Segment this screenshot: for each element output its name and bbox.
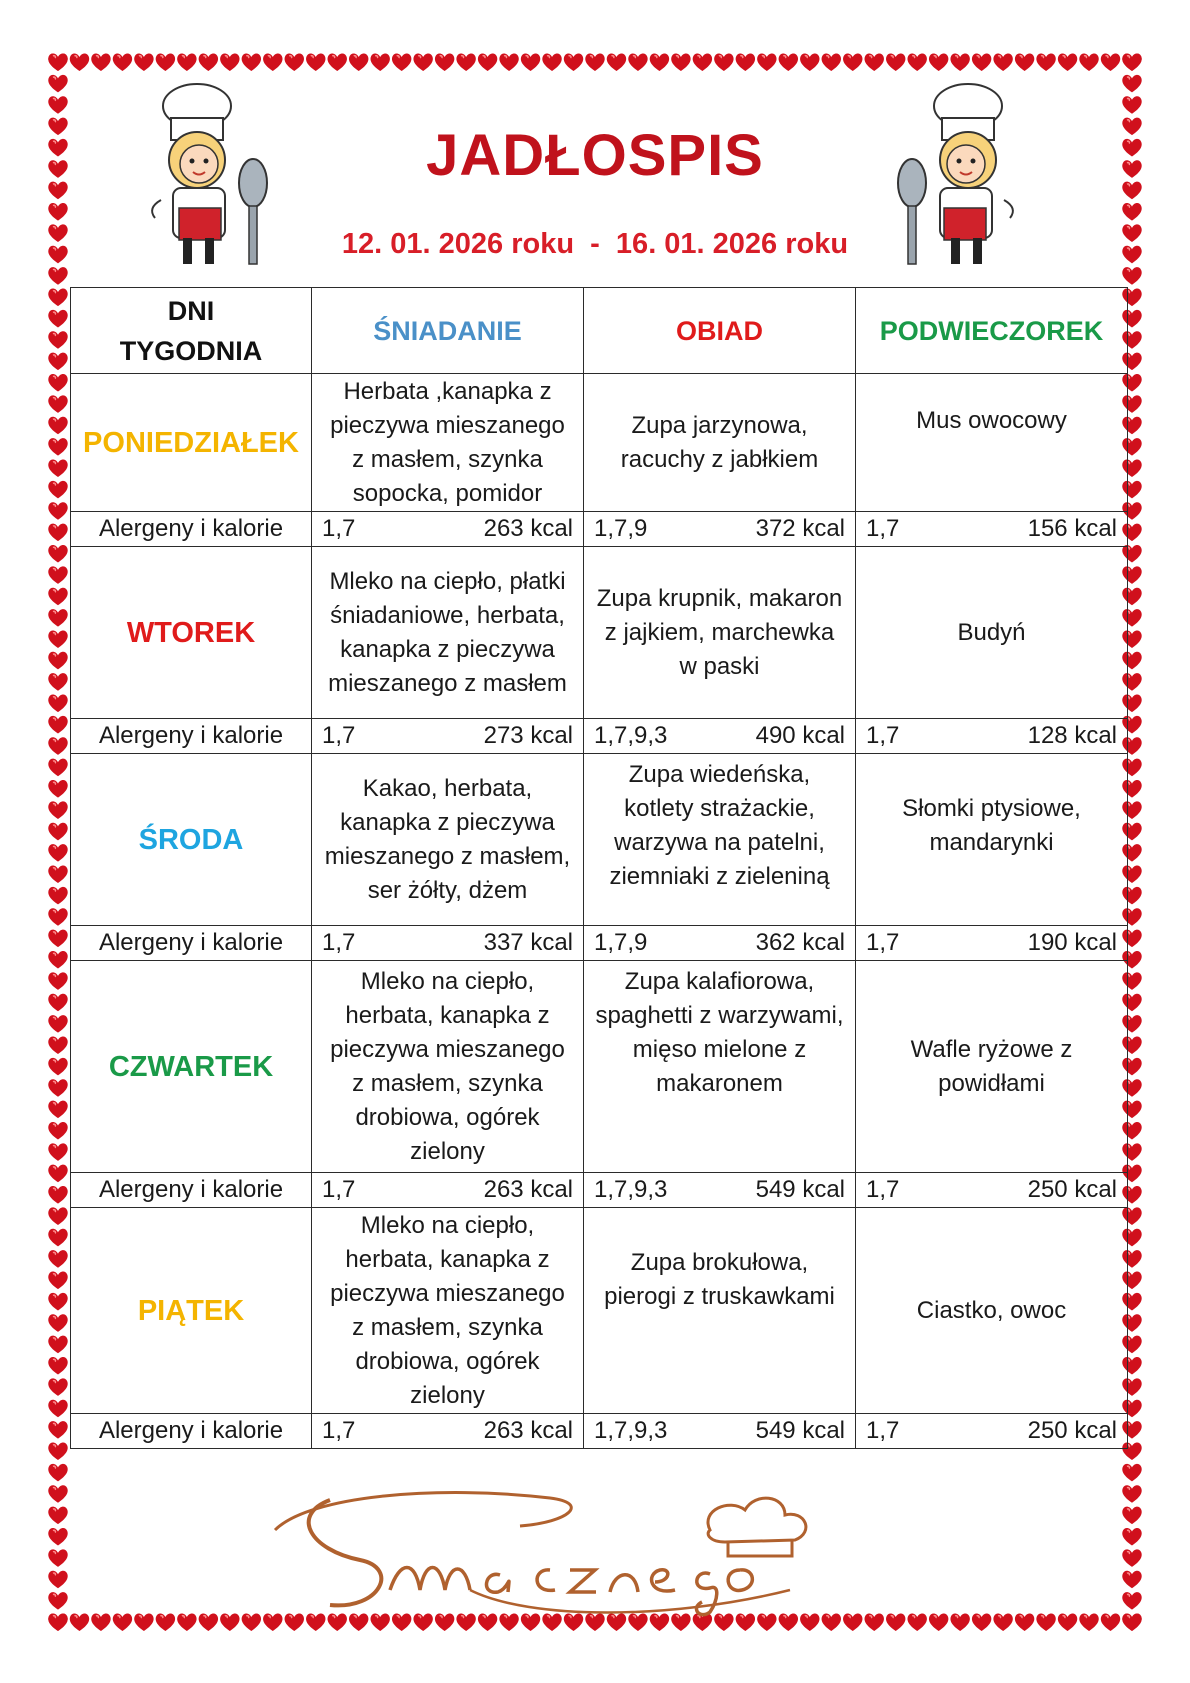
heart-icon [48, 331, 67, 349]
heart-icon [48, 951, 67, 969]
heart-icon [48, 1571, 67, 1589]
heart-icon [91, 1613, 110, 1631]
kcal-snack-thursday: 250 kcal [1027, 1176, 1117, 1203]
heart-icon [48, 823, 67, 841]
heart-icon [48, 1250, 67, 1268]
kcal-lunch-friday: 549 kcal [755, 1417, 845, 1444]
heart-icon [993, 53, 1012, 71]
allergen-label: Alergeny i kalorie [71, 512, 312, 547]
heart-icon [156, 53, 175, 71]
heart-icon [48, 1613, 67, 1631]
heart-icon [671, 53, 690, 71]
heart-icon [1122, 75, 1141, 93]
heart-icon [199, 1613, 218, 1631]
heart-icon [607, 53, 626, 71]
heart-icon [48, 310, 67, 328]
heart-icon [242, 53, 261, 71]
heart-icon [48, 438, 67, 456]
heart-icon [48, 1079, 67, 1097]
day-name-thursday: CZWARTEK [71, 961, 312, 1173]
smacznego-logo [270, 1470, 870, 1620]
heart-icon [48, 374, 67, 392]
heart-icon [48, 1272, 67, 1290]
heart-icon [886, 1613, 905, 1631]
allergens-breakfast-tuesday: 1,7 [322, 722, 356, 749]
lunch-tuesday: Zupa krupnik, makaron z jajkiem, marchewka w paski [584, 547, 856, 719]
allergens-lunch-friday: 1,7,9,3 [594, 1417, 668, 1444]
heart-icon [48, 1143, 67, 1161]
allergen-row-tuesday [71, 719, 1128, 754]
heart-icon [907, 1613, 926, 1631]
heart-icon [48, 1229, 67, 1247]
heart-icon [48, 887, 67, 905]
heart-icon [48, 673, 67, 691]
heart-icon [48, 524, 67, 542]
heart-icon [48, 630, 67, 648]
allergens-snack-monday: 1,7 [866, 515, 900, 542]
heart-icon [48, 652, 67, 670]
lunch-thursday: Zupa kalafiorowa, spaghetti z warzywami, mięso mielone z makaronem [584, 961, 856, 1173]
heart-icon [478, 53, 497, 71]
heart-icon [1079, 1613, 1098, 1631]
heart-icon [521, 53, 540, 71]
menu-table [70, 287, 1128, 1449]
heart-icon [1122, 1549, 1141, 1567]
heart-icon [48, 695, 67, 713]
heart-icon [48, 1421, 67, 1439]
heart-icon [736, 53, 755, 71]
heart-icon [199, 53, 218, 71]
heart-icon [48, 395, 67, 413]
heart-icon [48, 459, 67, 477]
heart-icon [48, 1485, 67, 1503]
day-name-tuesday: WTOREK [71, 547, 312, 719]
day-row-wednesday [71, 754, 1128, 926]
heart-icon [392, 53, 411, 71]
heart-icon [435, 53, 454, 71]
header-snack: PODWIECZOREK [856, 288, 1128, 374]
kcal-snack-tuesday: 128 kcal [1027, 722, 1117, 749]
heart-icon [1122, 96, 1141, 114]
allergen-row-friday [71, 1414, 1128, 1449]
heart-icon [48, 801, 67, 819]
day-name-monday: PONIEDZIAŁEK [71, 374, 312, 512]
heart-icon [1101, 53, 1120, 71]
heart-icon [1122, 1571, 1141, 1589]
heart-icon [1122, 53, 1141, 71]
heart-icon [48, 1549, 67, 1567]
heart-icon [650, 53, 669, 71]
allergen-row-thursday [71, 1173, 1128, 1208]
heart-icon [929, 1613, 948, 1631]
heart-icon [328, 53, 347, 71]
heart-icon [48, 267, 67, 285]
heart-icon [220, 1613, 239, 1631]
heart-icon [48, 780, 67, 798]
heart-icon [48, 353, 67, 371]
heart-icon [134, 1613, 153, 1631]
heart-icon [1122, 1464, 1141, 1482]
heart-icon [48, 1357, 67, 1375]
heart-icon [48, 1400, 67, 1418]
heart-icon [1122, 1507, 1141, 1525]
heart-icon [306, 53, 325, 71]
snack-wednesday: Słomki ptysiowe, mandarynki [856, 754, 1128, 926]
heart-icon [456, 53, 475, 71]
heart-icon [800, 53, 819, 71]
heart-icon [48, 588, 67, 606]
allergens-snack-wednesday: 1,7 [866, 929, 900, 956]
heart-icon [972, 1613, 991, 1631]
lunch-monday: Zupa jarzynowa, racuchy z jabłkiem [584, 374, 856, 512]
heart-icon [285, 53, 304, 71]
kcal-breakfast-monday: 263 kcal [483, 515, 573, 542]
date-range: 12. 01. 2026 roku - 16. 01. 2026 roku [341, 228, 849, 260]
heart-icon [1122, 1613, 1141, 1631]
heart-column-left [48, 53, 67, 1631]
lunch-wednesday: Zupa wiedeńska, kotlety strażackie, warzywa na patelni, ziemniaki z zieleniną [584, 754, 856, 926]
heart-icon [70, 53, 89, 71]
day-row-friday [71, 1208, 1128, 1414]
heart-icon [48, 53, 67, 71]
heart-icon [48, 1101, 67, 1119]
heart-icon [370, 53, 389, 71]
heart-icon [499, 53, 518, 71]
kcal-lunch-tuesday: 490 kcal [755, 722, 845, 749]
header-lunch: OBIAD [584, 288, 856, 374]
allergen-row-monday [71, 512, 1128, 547]
heart-icon [950, 53, 969, 71]
heart-icon [48, 1464, 67, 1482]
heart-icon [48, 737, 67, 755]
allergens-lunch-tuesday: 1,7,9,3 [594, 722, 668, 749]
heart-icon [48, 844, 67, 862]
heart-row-top [48, 53, 1141, 71]
allergens-breakfast-monday: 1,7 [322, 515, 356, 542]
heart-icon [48, 716, 67, 734]
heart-icon [1015, 53, 1034, 71]
heart-icon [134, 53, 153, 71]
kcal-snack-friday: 250 kcal [1027, 1417, 1117, 1444]
heart-icon [48, 972, 67, 990]
heart-icon [48, 1293, 67, 1311]
allergen-row-wednesday [71, 926, 1128, 961]
header-days: DNI TYGODNIA [71, 288, 312, 374]
day-row-thursday [71, 961, 1128, 1173]
heart-icon [628, 53, 647, 71]
kcal-lunch-thursday: 549 kcal [755, 1176, 845, 1203]
snack-friday: Ciastko, owoc [856, 1208, 1128, 1414]
page-title: JADŁOSPIS [426, 123, 764, 188]
kcal-breakfast-wednesday: 337 kcal [483, 929, 573, 956]
heart-icon [757, 53, 776, 71]
allergens-lunch-thursday: 1,7,9,3 [594, 1176, 668, 1203]
heart-icon [48, 481, 67, 499]
heart-icon [48, 1015, 67, 1033]
heart-icon [1122, 203, 1141, 221]
heart-icon [113, 53, 132, 71]
heart-icon [48, 609, 67, 627]
kcal-breakfast-friday: 263 kcal [483, 1417, 573, 1444]
heart-icon [48, 1122, 67, 1140]
heart-icon [113, 1613, 132, 1631]
heart-icon [1122, 1485, 1141, 1503]
breakfast-monday: Herbata ,kanapka z pieczywa mieszanego z masłem, szynka sopocka, pomidor [312, 374, 584, 512]
snack-thursday: Wafle ryżowe z powidłami [856, 961, 1128, 1173]
heart-icon [48, 203, 67, 221]
heart-icon [48, 1314, 67, 1332]
allergens-breakfast-thursday: 1,7 [322, 1176, 356, 1203]
day-name-wednesday: ŚRODA [71, 754, 312, 926]
heart-icon [48, 289, 67, 307]
heart-icon [907, 53, 926, 71]
heart-icon [564, 53, 583, 71]
kcal-snack-wednesday: 190 kcal [1027, 929, 1117, 956]
allergens-breakfast-wednesday: 1,7 [322, 929, 356, 956]
breakfast-friday: Mleko na ciepło, herbata, kanapka z pieczywa mieszanego z masłem, szynka drobiowa, ogórek zielony [312, 1208, 584, 1414]
heart-icon [48, 930, 67, 948]
heart-icon [48, 1186, 67, 1204]
heart-icon [1015, 1613, 1034, 1631]
table-header-row [71, 288, 1128, 374]
allergens-lunch-wednesday: 1,7,9 [594, 929, 648, 956]
heart-icon [242, 1613, 261, 1631]
heart-icon [48, 75, 67, 93]
heart-icon [48, 1592, 67, 1610]
heart-icon [542, 53, 561, 71]
heart-icon [779, 53, 798, 71]
day-row-tuesday [71, 547, 1128, 719]
heart-icon [993, 1613, 1012, 1631]
heart-icon [48, 417, 67, 435]
heart-icon [822, 53, 841, 71]
kcal-breakfast-tuesday: 273 kcal [483, 722, 573, 749]
allergens-snack-tuesday: 1,7 [866, 722, 900, 749]
heart-icon [48, 908, 67, 926]
allergens-snack-friday: 1,7 [866, 1417, 900, 1444]
heart-icon [48, 1378, 67, 1396]
allergen-label: Alergeny i kalorie [71, 926, 312, 961]
heart-icon [1079, 53, 1098, 71]
heart-icon [929, 53, 948, 71]
header-breakfast: ŚNIADANIE [312, 288, 584, 374]
heart-icon [48, 566, 67, 584]
breakfast-thursday: Mleko na ciepło, herbata, kanapka z pieczywa mieszanego z masłem, szynka drobiowa, ogórek zielony [312, 961, 584, 1173]
heart-icon [349, 53, 368, 71]
heart-icon [48, 1036, 67, 1054]
heart-icon [585, 53, 604, 71]
breakfast-wednesday: Kakao, herbata, kanapka z pieczywa mieszanego z masłem, ser żółty, dżem [312, 754, 584, 926]
heart-icon [48, 994, 67, 1012]
heart-icon [91, 53, 110, 71]
heart-icon [48, 96, 67, 114]
day-row-monday [71, 374, 1128, 512]
snack-monday: Mus owocowy [856, 374, 1128, 512]
heart-icon [48, 545, 67, 563]
heart-icon [693, 53, 712, 71]
allergens-lunch-monday: 1,7,9 [594, 515, 648, 542]
heart-icon [156, 1613, 175, 1631]
heart-icon [714, 53, 733, 71]
heart-icon [1101, 1613, 1120, 1631]
heart-icon [1122, 1528, 1141, 1546]
heart-icon [1036, 53, 1055, 71]
heart-icon [48, 1507, 67, 1525]
heart-icon [177, 1613, 196, 1631]
heart-icon [48, 502, 67, 520]
heart-icon [886, 53, 905, 71]
breakfast-tuesday: Mleko na ciepło, płatki śniadaniowe, herbata, kanapka z pieczywa mieszanego z masłem [312, 547, 584, 719]
kcal-lunch-wednesday: 362 kcal [755, 929, 845, 956]
allergen-label: Alergeny i kalorie [71, 1414, 312, 1449]
heart-icon [865, 53, 884, 71]
heart-icon [177, 53, 196, 71]
heart-icon [950, 1613, 969, 1631]
kcal-lunch-monday: 372 kcal [755, 515, 845, 542]
snack-tuesday: Budyń [856, 547, 1128, 719]
heart-icon [1036, 1613, 1055, 1631]
allergen-label: Alergeny i kalorie [71, 719, 312, 754]
heart-icon [263, 53, 282, 71]
heart-icon [48, 1528, 67, 1546]
kcal-breakfast-thursday: 263 kcal [483, 1176, 573, 1203]
lunch-friday: Zupa brokułowa, pierogi z truskawkami [584, 1208, 856, 1414]
heart-icon [48, 759, 67, 777]
allergens-snack-thursday: 1,7 [866, 1176, 900, 1203]
heart-icon [972, 53, 991, 71]
day-name-friday: PIĄTEK [71, 1208, 312, 1414]
heart-icon [1122, 1592, 1141, 1610]
heart-icon [413, 53, 432, 71]
allergen-label: Alergeny i kalorie [71, 1173, 312, 1208]
heart-icon [48, 1058, 67, 1076]
kcal-snack-monday: 156 kcal [1027, 515, 1117, 542]
heart-icon [1122, 267, 1141, 285]
heart-icon [48, 866, 67, 884]
heart-icon [1058, 53, 1077, 71]
heart-icon [48, 1336, 67, 1354]
heart-icon [220, 53, 239, 71]
heart-icon [843, 53, 862, 71]
heart-icon [70, 1613, 89, 1631]
heart-icon [48, 1442, 67, 1460]
heart-icon [1058, 1613, 1077, 1631]
heart-icon [48, 1165, 67, 1183]
allergens-breakfast-friday: 1,7 [322, 1417, 356, 1444]
heart-icon [48, 1207, 67, 1225]
